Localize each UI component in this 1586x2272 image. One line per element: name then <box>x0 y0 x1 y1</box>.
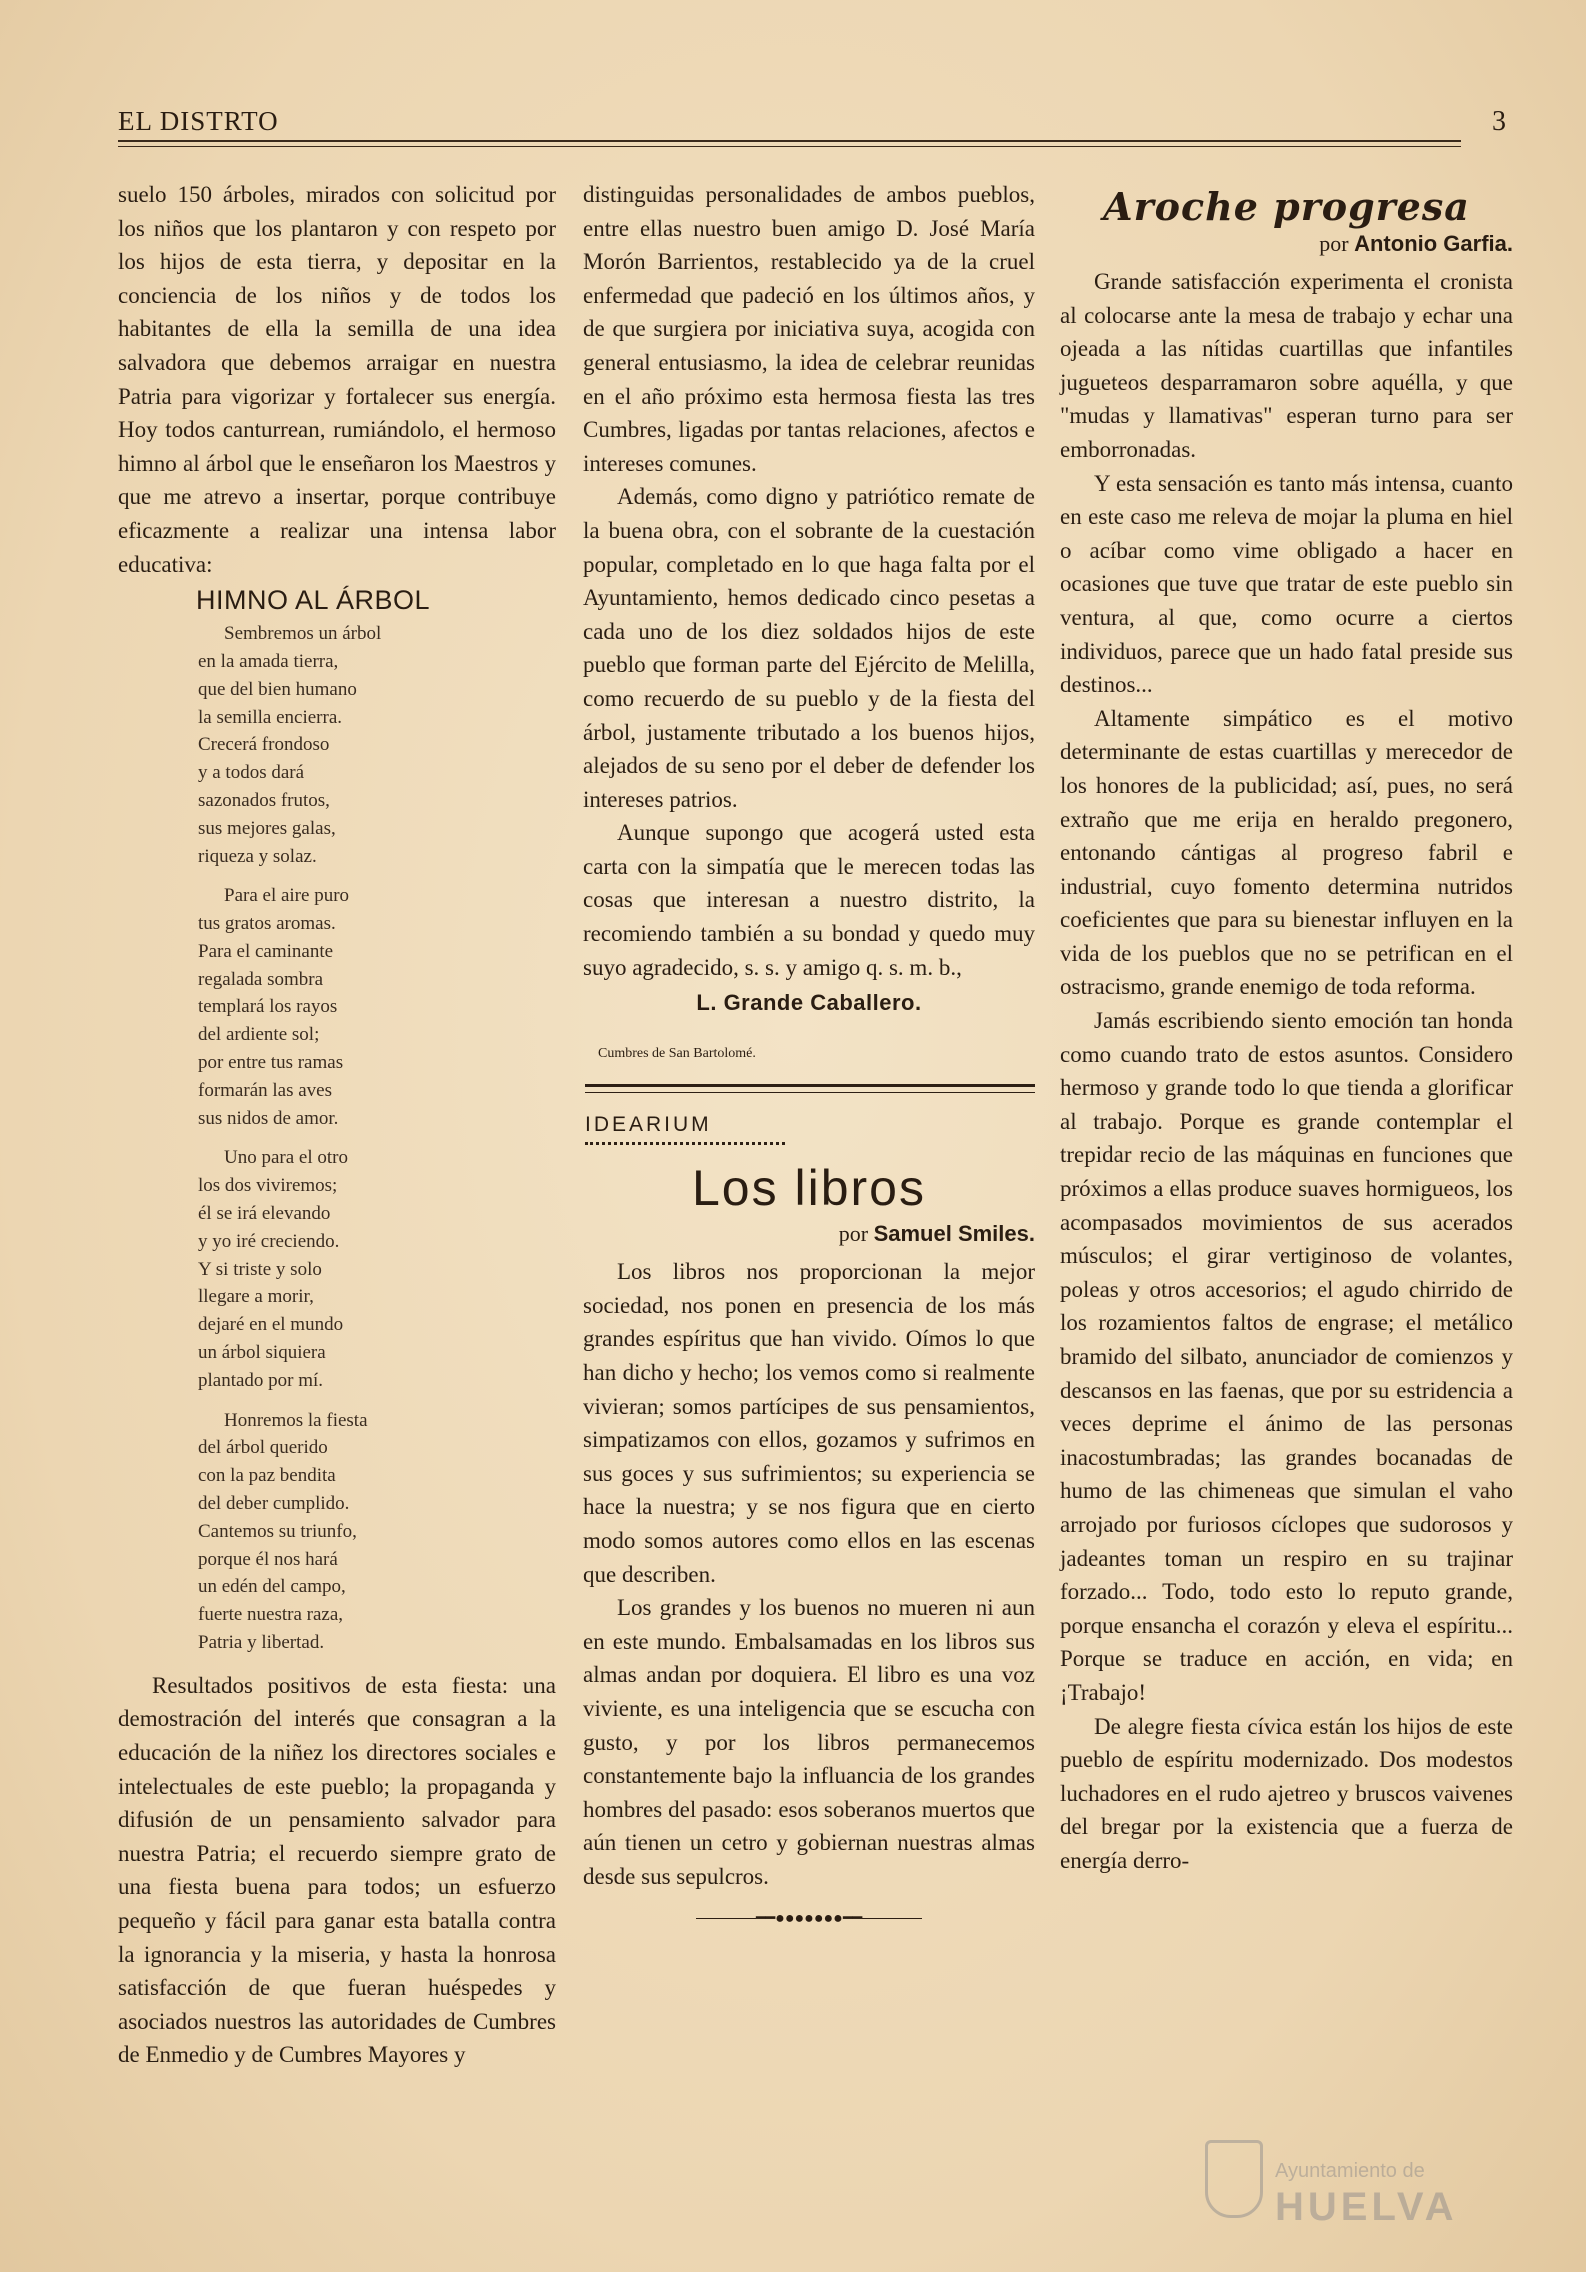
poem-line: con la paz bendita <box>198 1465 336 1487</box>
watermark-line1: Ayuntamiento de <box>1275 2160 1425 2182</box>
poem-stanza <box>198 1407 556 1657</box>
poem-line: formarán las aves <box>198 1079 332 1101</box>
paragraph: Los libros nos proporcionan la mejor sociedad, nos ponen en presencia de los más grandes espíritus que han vivido. Oímos lo que han dicho y hecho; los vemos como si realmente vivieran; somos partícipes de sus pensamientos, simpatizamos con ellos, gozamos y sufrimos en sus goces y sus sufrimientos; su experiencia se hace la nuestra; y se nos figura que en cierto modo somos autores como ellos en las escenas que describen. <box>583 1259 1035 1587</box>
paragraph: Resultados positivos de esta fiesta: una demostración del interés que consagran a la educación de la niñez los directores sociales e intelectuales de este pueblo; la propaganda y difusión de un pensamiento salvador para nuestra Patria; el recuerdo siempre grato de una fiesta buena para todos; un esfuerzo pequeño y fácil para ganar esta batalla contra la ignorancia y la miseria, y hasta la honrosa satisfacción de que fueran huéspedes y asociados nuestros las autoridades de Cumbres de Enmedio y de Cumbres Mayores y <box>118 1672 556 2068</box>
archive-watermark <box>1205 2140 1525 2250</box>
section-divider <box>585 1084 1035 1093</box>
poem-line: en la amada tierra, <box>198 650 339 672</box>
poem-line: Uno para el otro <box>224 1147 348 1169</box>
poem-title: HIMNO AL ÁRBOL <box>196 585 431 616</box>
poem-line: Para el caminante <box>198 940 334 962</box>
poem-line: Y si triste y solo <box>198 1258 322 1280</box>
poem-stanza <box>198 620 556 870</box>
poem-line: los dos viviremos; <box>198 1175 338 1197</box>
poem-line: y a todos dará <box>198 762 305 784</box>
poem-line: que del bien humano <box>198 678 357 700</box>
page-number: 3 <box>1492 106 1506 137</box>
paragraph: Altamente simpático es el motivo determinante de estas cuartillas y merecedor de los honores de la publicidad; así, pues, no será extraño que me erija en heraldo pregonero, entonando cántigas al progreso fabril e industrial, cuyo fomento determina nutridos coeficientes que para su bienestar influyen en la vida de los pueblos que no se petrifican en el ostracismo, grande enemigo de toda reforma. <box>1060 705 1513 1000</box>
column-1 <box>118 178 556 2072</box>
letter-place: Cumbres de San Bartolomé. <box>598 1046 756 1062</box>
byline-prefix: por <box>1319 231 1349 256</box>
end-ornament: ━━●●●●●●●━━ <box>583 1908 1035 1928</box>
poem-line: y yo iré creciendo. <box>198 1230 340 1252</box>
poem-line: fuerte nuestra raza, <box>198 1604 344 1626</box>
poem-line: sazonados frutos, <box>198 789 330 811</box>
poem-line: Crecerá frondoso <box>198 734 330 756</box>
paragraph: Los grandes y los buenos no mueren ni aun en este mundo. Embalsamadas en los libros sus almas andan por doquiera. El libro es una voz viviente, es una inteligencia que se escucha con gusto, y por los libros permanecemos constantemente bajo la influancia de los grandes hombres del pasado: esos soberanos muertos que aún tienen un cetro y gobiernan nuestras almas desde sus sepulcros. <box>583 1595 1035 1889</box>
paragraph: Jamás escribiendo siento emoción tan honda como cuando trato de estos asuntos. Considero hermoso y grande todo lo que tienda a glorificar al trabajo. Porque es grande contemplar el trepidar recio de las máquinas en funciones que próximos a ellas produce suaves hormigueos, los acompasados movimientos de sus acerados músculos; el girar vertiginoso de volantes, poleas y otros accesorios; el agudo chirrido de los rozamientos faltos de engrase; el metálico bramido del silbato, anunciador de comienzos y descansos en las faenas, que por su estridencia a veces deprime el ánimo de las personas inacostumbradas; las grandes bocanadas de humo de las chimeneas que simulan el vaho arrojado por furiosos cíclopes que sudorosos y jadeantes toman un respiro en su trajinar forzado... Todo, todo esto lo reputo grande, porque ensancha el corazón y eleva el espíritu... Porque se traduce en acción, en vida; en ¡Trabajo! <box>1060 1008 1513 1705</box>
poem-line: Patria y libertad. <box>198 1632 325 1654</box>
poem-line: un edén del campo, <box>198 1576 346 1598</box>
article-title: Aroche progresa <box>1103 184 1470 229</box>
column-3 <box>1060 178 1513 1878</box>
poem-line: del árbol querido <box>198 1437 328 1459</box>
watermark-line2: HUELVA <box>1275 2185 1458 2229</box>
page-header <box>118 100 1506 144</box>
column-2 <box>583 178 1035 1928</box>
dotted-underline <box>585 1139 785 1145</box>
paragraph: Grande satisfacción experimenta el cronista al colocarse ante la mesa de trabajo y echar una ojeada a las nítidas cuartillas que infantiles juguetеos desparramaron sobre aquélla, y que "mudas y llamativas" esperan turno para ser emborronadas. <box>1060 269 1513 462</box>
poem-line: Para el aire puro <box>224 885 350 907</box>
poem-line: Sembremos un árbol <box>224 623 382 645</box>
poem-line: regalada sombra <box>198 968 324 990</box>
poem-line: tus gratos aromas. <box>198 913 336 935</box>
poem-line: la semilla encierra. <box>198 706 343 728</box>
poem-line: del ardiente sol; <box>198 1024 320 1046</box>
paragraph: suelo 150 árboles, mirados con solicitud por los niños que los plantaron y con respeto por los hijos de esta tierra, y depositar en la conciencia de los niños y de todos los habitantes de ella la semilla de una idea salvadora que debemos arraigar en nuestra Patria para vigorizar y fortalecer sus energía. Hoy todos canturrean, rumiándolo, el hermoso himno al árbol que le enseñaron los Maestros y que me atrevo a insertar, porque contribuye eficazmente a realizar una intensa labor educativa: <box>118 182 556 577</box>
poem-line: porque él nos hará <box>198 1548 338 1570</box>
poem-line: sus mejores galas, <box>198 817 336 839</box>
poem-stanza <box>198 1144 556 1394</box>
byline-prefix: por <box>838 1221 869 1247</box>
article-title: Los libros <box>692 1160 926 1217</box>
poem-line: Cantemos su triunfo, <box>198 1520 357 1542</box>
poem-line: sus nidos de amor. <box>198 1107 339 1129</box>
paragraph: Y esta sensación es tanto más intensa, cuanto en este caso me releva de mojar la pluma en hiel o acíbar como vime obligado a hacer en ocasiones que tuve que tratar de este pueblo sin ventura, al que, como ocurre a ciertos individuos, parece que un hado fatal preside sus destinos... <box>1060 470 1513 698</box>
poem-line: llegare a morir, <box>198 1286 314 1308</box>
poem-line: del deber cumplido. <box>198 1493 350 1515</box>
header-rule <box>118 140 1461 147</box>
poem-line: dejaré en el mundo <box>198 1314 344 1336</box>
poem-line: plantado por mí. <box>198 1369 324 1391</box>
paragraph: De alegre fiesta cívica están los hijos de este pueblo de espíritu modernizado. Dos modestos luchadores en el rudo ajetreo y bruscos vaivenes del bregar por la existencia que a fuerza de energía derro- <box>1060 1713 1513 1873</box>
shield-icon <box>1205 2140 1263 2218</box>
poem-line: por entre tus ramas <box>198 1052 344 1074</box>
poem-line: un árbol siquiera <box>198 1342 326 1364</box>
section-label: IDEARIUM <box>585 1113 712 1137</box>
byline <box>583 1221 1035 1247</box>
paragraph: distinguidas personalidades de ambos pueblos, entre ellas nuestro buen amigo D. José María Morón Barrientos, restablecido ya de la cruel enfermedad que padeció en los últimos años, y de que surgiera por iniciativa suya, acogida con general entusiasmo, la idea de celebrar reunidas en el año próximo esta hermosa fiesta las tres Cumbres, ligadas por tantas relaciones, afectos e intereses comunes. <box>583 182 1035 476</box>
poem-line: riqueza y solaz. <box>198 845 317 867</box>
byline <box>1060 231 1513 257</box>
poem-line: Honremos la fiesta <box>224 1409 368 1431</box>
paragraph: Además, como digno y patriótico remate de la buena obra, con el sobrante de la cuestación popular, completado en lo que haga falta por el Ayuntamiento, hemos dedicado cinco pesetas a cada uno de los diez soldados hijos de este pueblo que forman parte del Ejército de Melilla, como recuerdo de su pueblo y de la fiesta del árbol, justamente tributado a los buenos hijos, alejados de su seno por el deber de defender los intereses patrios. <box>583 484 1035 812</box>
paragraph: Aunque supongo que acogerá usted esta carta con la simpatía que le merecen todas las cosas que interesan a nuestro distrito, la recomiendo también a su bondad y quedo muy suyo agradecido, s. s. y amigo q. s. m. b., <box>583 820 1035 980</box>
poem-line: templará los rayos <box>198 996 338 1018</box>
byline-author: Samuel Smiles. <box>873 1221 1035 1247</box>
running-title: EL DISTRTO <box>118 106 279 136</box>
poem-line: él se irá elevando <box>198 1203 331 1225</box>
letter-signature: L. Grande Caballero. <box>696 990 922 1016</box>
poem-stanza <box>198 882 556 1132</box>
byline-author: Antonio Garfia. <box>1354 231 1513 256</box>
